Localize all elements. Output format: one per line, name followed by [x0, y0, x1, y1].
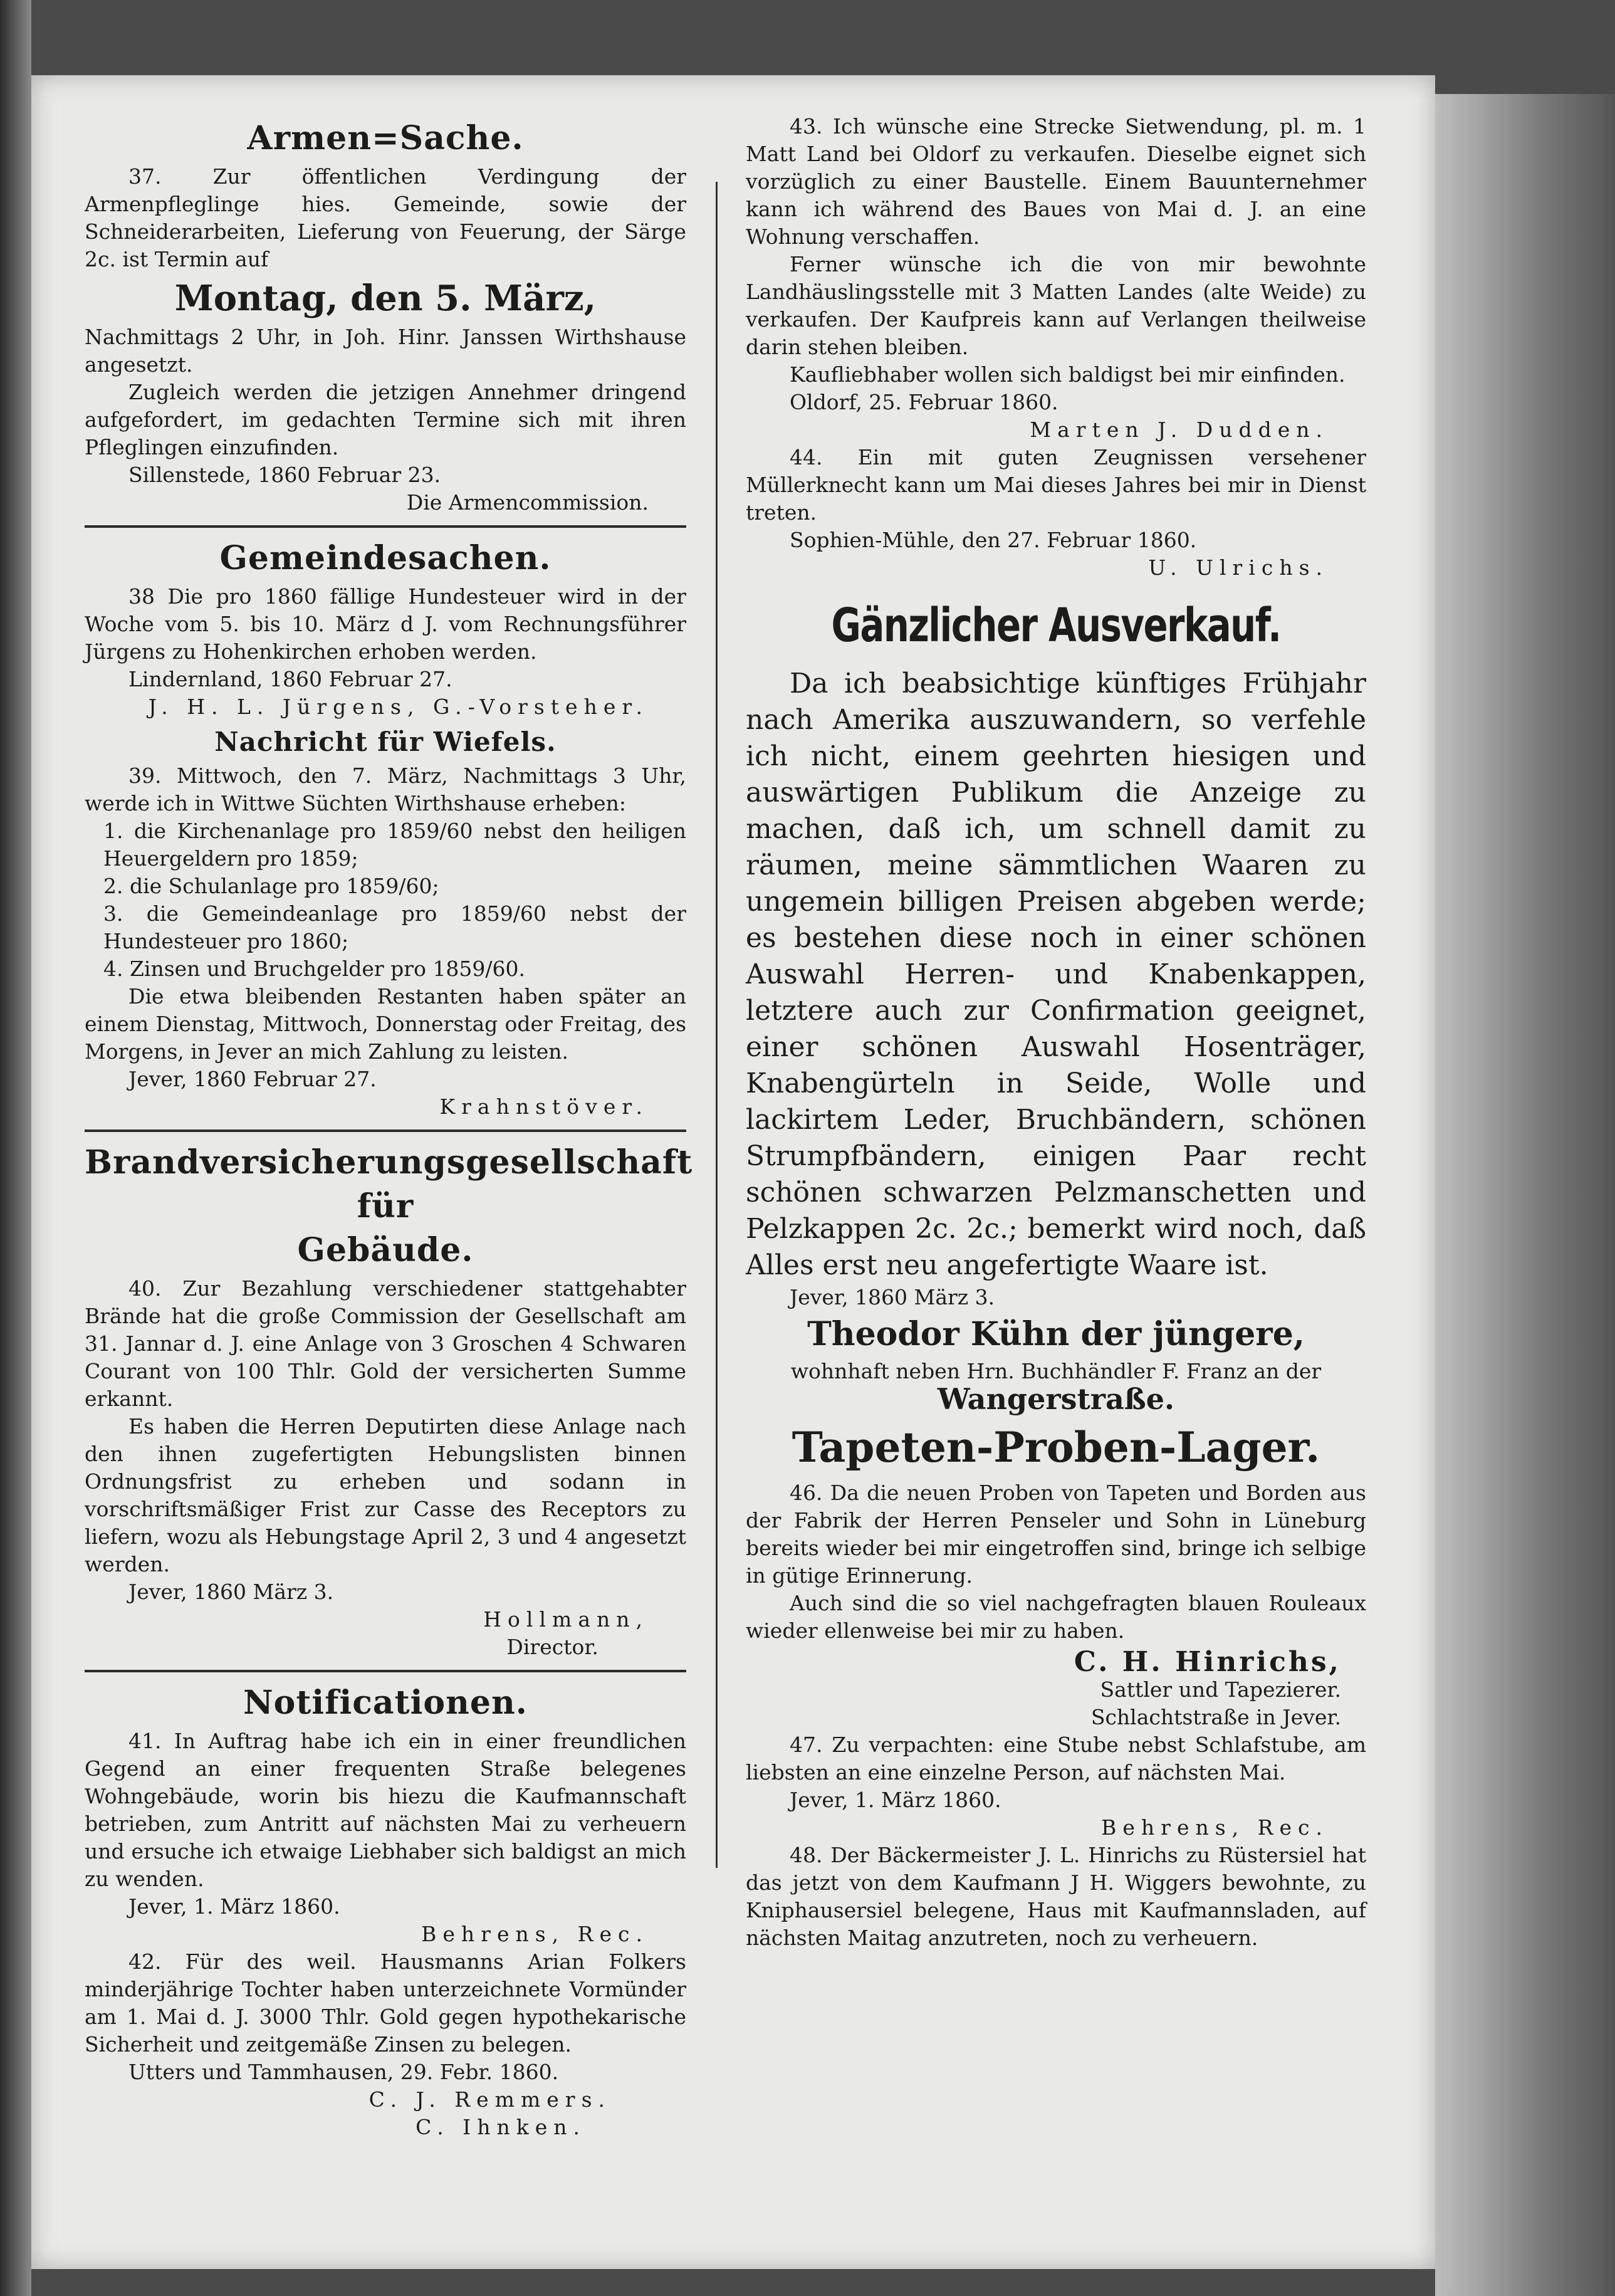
section-rule	[85, 1670, 686, 1672]
notice-43-b: Ferner wünsche ich die von mir bewohnte Landhäuslingsstelle mit 3 Matten Landes (alte Weide) zu verkaufen. Der Kaufpreis kann auf Verlangen theilweise darin stehen bleiben.	[746, 252, 1366, 359]
notice-43-place-date: Oldorf, 25. Februar 1860.	[790, 390, 1058, 414]
notice-38-signer: J. H. L. Jürgens, G.-Vorsteher.	[148, 695, 649, 719]
notice-40-b: Es haben die Herren Deputirten diese Anlage nach den ihnen zugefertigten Hebungslisten binnen Ordnungsfrist zu erheben und sodann in vorschriftsmäßiger Frist zur Casse des Receptors zu liefern, wozu als Hebungstage April 2, 3 und 4 angesetzt werden.	[85, 1414, 686, 1576]
notice-41: 41. In Auftrag habe ich ein in einer freundlichen Gegend an einer frequenten Straße belegenes Wohngebäude, worin bis hiezu die Kaufmannschaft betrieben, zum Antritt auf nächsten Mai zu verheuern und ersuche ich etwaige Liebhaber sich baldigst an mich zu wenden.	[85, 1729, 686, 1891]
notice-40-place-date: Jever, 1860 März 3.	[128, 1580, 334, 1604]
notice-39-item-2: 2. die Schulanlage pro 1859/60;	[103, 874, 439, 898]
notice-37-place-date: Sillenstede, 1860 Februar 23.	[128, 463, 441, 487]
notice-47-signer: Behrens, Rec.	[1101, 1815, 1329, 1840]
left-column	[85, 113, 693, 2141]
ad-title-ausverkauf: Gänzlicher Ausverkauf.	[831, 599, 1281, 653]
notice-37-call: Zugleich werden die jetzigen Annehmer dringend aufgefordert, im gedachten Termine sich mit ihren Pfleglingen einzufinden.	[85, 380, 686, 459]
section-rule	[85, 1130, 686, 1132]
notice-44-signer: U. Ulrichs.	[1148, 555, 1329, 580]
notice-39-remainder: Die etwa bleibenden Restanten haben später an einem Dienstag, Mittwoch, Donnerstag oder Freitag, des Morgens, in Jever an mich Zahlung zu leisten.	[85, 984, 686, 1064]
notice-40-signer: Hollmann,	[483, 1607, 649, 1632]
heading-tapeten-lager: Tapeten-Proben-Lager.	[792, 1423, 1320, 1472]
notice-39-item-1: 1. die Kirchenanlage pro 1859/60 nebst den heiligen Heuergeldern pro 1859;	[103, 819, 686, 871]
notice-39-place-date: Jever, 1860 Februar 27.	[128, 1067, 377, 1091]
notice-44-place-date: Sophien-Mühle, den 27. Februar 1860.	[790, 528, 1197, 552]
heading-wiefels: Nachricht für Wiefels.	[214, 726, 557, 757]
heading-gemeindesachen: Gemeindesachen.	[219, 539, 551, 577]
notice-37-time: Nachmittags 2 Uhr, in Joh. Hinr. Janssen Wirthshause angesetzt.	[85, 325, 686, 377]
heading-armen-sache: Armen=Sache.	[247, 119, 524, 157]
notice-46-role: Sattler und Tapezierer.	[1100, 1677, 1341, 1702]
notice-43-c: Kaufliebhaber wollen sich baldigst bei mir einfinden.	[790, 362, 1346, 387]
notice-41-signer: Behrens, Rec.	[421, 1922, 649, 1946]
ad-merchant-street: Wangerstraße.	[938, 1382, 1174, 1416]
notice-42: 42. Für des weil. Hausmanns Arian Folkers minderjährige Tochter haben unterzeichnete Vormünder am 1. Mai d. J. 3000 Thlr. Gold gegen hypothekarische Sicherheit und zeitgemäße Zinsen zu belegen.	[85, 1949, 686, 2057]
notice-42-signer-2: C. Ihnken.	[416, 2115, 586, 2139]
book-spine-shadow	[0, 0, 31, 2296]
ad-merchant-address: wohnhaft neben Hrn. Buchhändler F. Franz an der	[790, 1359, 1322, 1383]
right-column	[746, 113, 1366, 1952]
notice-48: 48. Der Bäckermeister J. L. Hinrichs zu Rüstersiel hat das jetzt von dem Kaufmann J H. Wiggers bewohnte, zu Kniphausersiel belegene, Haus mit Kaufmannsladen, auf nächsten Maitag anzutreten, noch zu verheuern.	[746, 1843, 1366, 1950]
ad-place-date: Jever, 1860 März 3.	[790, 1285, 995, 1309]
notice-41-place-date: Jever, 1. März 1860.	[128, 1894, 340, 1919]
notice-47-place-date: Jever, 1. März 1860.	[790, 1788, 1001, 1812]
notice-46-street: Schlachtstraße in Jever.	[1090, 1705, 1341, 1729]
notice-39-item-4: 4. Zinsen und Bruchgelder pro 1859/60.	[103, 957, 526, 981]
notice-46: 46. Da die neuen Proben von Tapeten und Borden aus der Fabrik der Herren Penseler und Sohn in Lüneburg bereits wieder bei mir eingetroffen sind, bringe ich selbige in gütige Erinnerung.	[746, 1481, 1366, 1588]
notice-47: 47. Zu verpachten: eine Stube nebst Schlafstube, am liebsten an eine einzelne Person, auf nächsten Mai.	[746, 1732, 1366, 1785]
heading-brand-1: Brandversicherungsgesellschaft für	[85, 1143, 693, 1225]
book-fore-edge	[1435, 94, 1615, 2296]
notice-43-signer: Marten J. Dudden.	[1030, 417, 1329, 442]
notice-46-b: Auch sind die so viel nachgefragten blauen Rouleaux wieder ellenweise bei mir zu haben.	[746, 1591, 1366, 1643]
heading-notificationen: Notificationen.	[243, 1684, 528, 1722]
notice-37-date: Montag, den 5. März,	[174, 278, 597, 319]
section-rule	[85, 525, 686, 528]
ad-body: Da ich beabsichtige künftiges Frühjahr nach Amerika auszuwandern, so verfehle ich nicht, einem geehrten hiesigen und auswärtigen Publikum die Anzeige zu machen, daß ich, um schnell damit zu räumen, meine sämmtlichen Waaren zu ungemein billigen Preisen abgeben werde; es bestehen diese noch in einer schönen Auswahl Herren- und Knabenkappen, letztere auch zur Confirmation geeignet, einer schönen Auswahl Hosenträger, Knabengürteln in Seide, Wolle und lackirtem Leder, Bruchbändern, schönen Strumpfbändern, einigen Paar recht schönen schwarzen Pelzmanschetten und Pelzkappen 2c. 2c.; bemerkt wird noch, daß Alles erst neu angefertigte Waare ist.	[746, 668, 1366, 1281]
notice-39-signer: Krahnstöver.	[439, 1094, 649, 1119]
notice-44: 44. Ein mit guten Zeugnissen versehener Müllerknecht kann um Mai dieses Jahres bei mir in Dienst treten.	[746, 445, 1366, 525]
notice-42-signer-1: C. J. Remmers.	[368, 2087, 611, 2112]
notice-40: 40. Zur Bezahlung verschiedener stattgehabter Brände hat die große Commission der Gesellschaft am 31. Jannar d. J. eine Anlage von 3 Groschen 4 Schwaren Courant von 100 Thlr. Gold der versicherten Summe erkannt.	[85, 1276, 686, 1411]
notice-38: 38 Die pro 1860 fällige Hundesteuer wird in der Woche vom 5. bis 10. März d J. vom Rechnungsführer Jürgens zu Hohenkirchen erhoben werden.	[85, 584, 686, 664]
notice-38-place-date: Lindernland, 1860 Februar 27.	[128, 667, 452, 691]
notice-37: 37. Zur öffentlichen Verdingung der Armenpfleglinge hies. Gemeinde, sowie der Schneiderarbeiten, Lieferung von Feuerung, der Särge 2c. ist Termin auf	[85, 164, 686, 271]
notice-46-signer: C. H. Hinrichs,	[1074, 1646, 1341, 1678]
notice-39-item-3: 3. die Gemeindeanlage pro 1859/60 nebst der Hundesteuer pro 1860;	[103, 901, 686, 953]
ad-merchant-name: Theodor Kühn der jüngere,	[807, 1315, 1305, 1353]
column-divider	[716, 182, 718, 1868]
notice-43: 43. Ich wünsche eine Strecke Sietwendung, pl. m. 1 Matt Land bei Oldorf zu verkaufen. Dieselbe eignet sich vorzüglich zu einer Baustelle. Einem Bauunternehmer kann ich während des Baues von Mai d. J. an eine Wohnung verschaffen.	[746, 114, 1366, 249]
notice-39: 39. Mittwoch, den 7. März, Nachmittags 3 Uhr, werde ich in Wittwe Süchten Wirthshause erheben:	[85, 763, 686, 815]
heading-brand-2: Gebäude.	[297, 1231, 474, 1269]
notice-37-signer: Die Armencommission.	[406, 490, 649, 515]
notice-42-place-date: Utters und Tammhausen, 29. Febr. 1860.	[128, 2060, 559, 2084]
notice-40-signer-role: Director.	[506, 1635, 598, 1659]
